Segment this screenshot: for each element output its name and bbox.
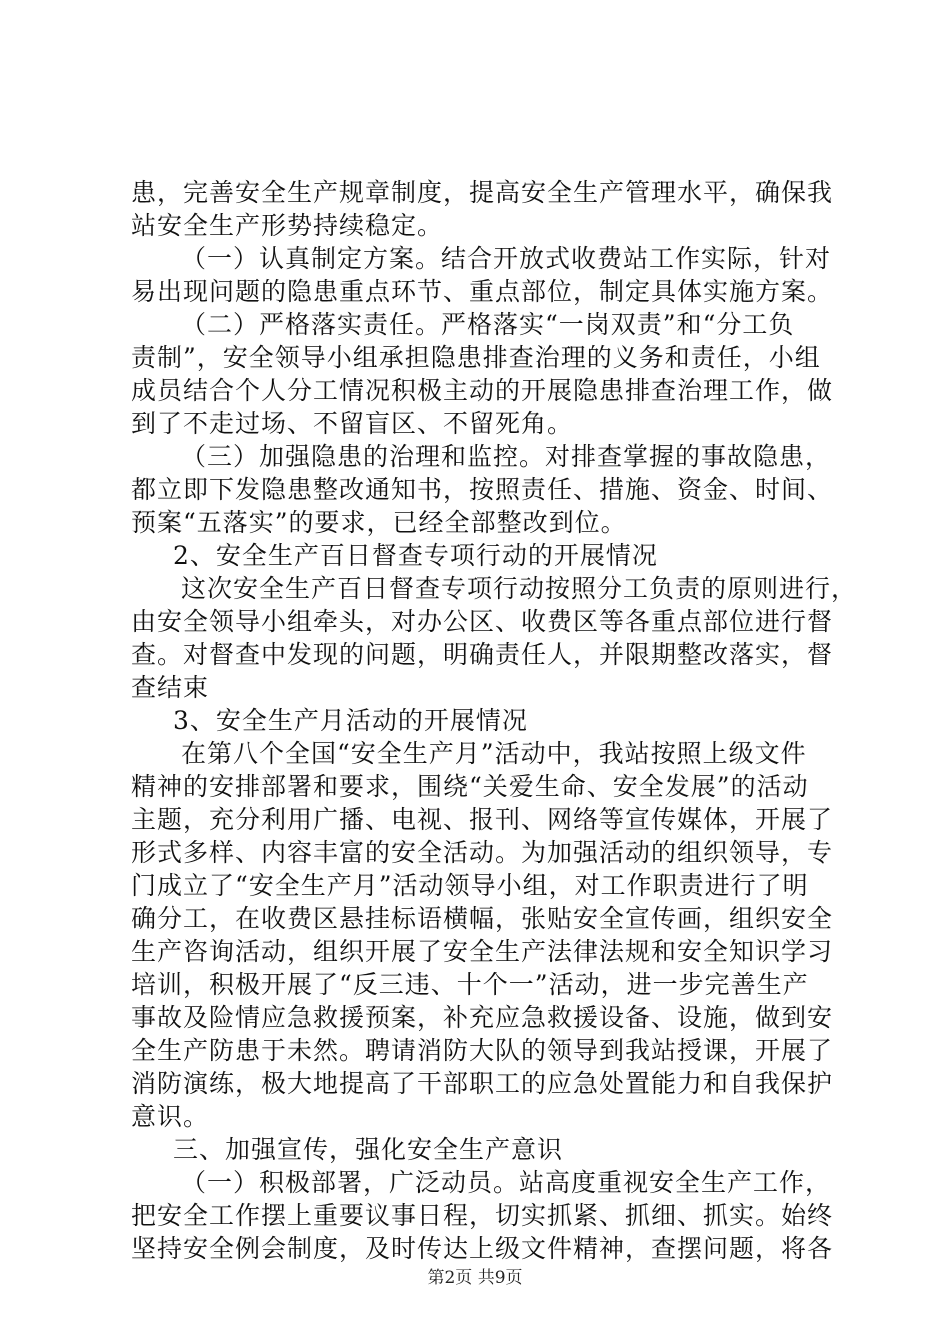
text-line: 生产咨询活动，组织开展了安全生产法律法规和安全知识学习 [131, 937, 834, 966]
text-line: 患，完善安全生产规章制度，提高安全生产管理水平，确保我 [131, 178, 834, 207]
text-line: 易出现问题的隐患重点环节、重点部位，制定具体实施方案。 [131, 277, 834, 306]
text-line: 查结束 [131, 673, 210, 702]
text-line: 责制”，安全领导小组承担隐患排查治理的义务和责任，小组 [131, 343, 821, 372]
text-line: 站安全生产形势持续稳定。 [131, 211, 444, 240]
text-line: （三）加强隐患的治理和监控。对排查掌握的事故隐患， [181, 442, 832, 471]
text-line: 门成立了“安全生产月”活动领导小组，对工作职责进行了明 [131, 871, 809, 900]
text-line: 消防演练，极大地提高了干部职工的应急处置能力和自我保护 [131, 1069, 834, 1098]
text-line: 这次安全生产百日督查专项行动按照分工负责的原则进行， [181, 574, 858, 603]
text-line: （一）认真制定方案。结合开放式收费站工作实际，针对 [181, 244, 832, 273]
text-line: 主题，充分利用广播、电视、报刊、网络等宣传媒体，开展了 [131, 805, 834, 834]
document-body [131, 176, 858, 1265]
text-line: 事故及险情应急救援预案，补充应急救援设备、设施，做到安 [131, 1003, 834, 1032]
section-heading: 三、加强宣传，强化安全生产意识 [173, 1135, 564, 1164]
text-line: 把安全工作摆上重要议事日程，切实抓紧、抓细、抓实。始终 [131, 1201, 834, 1230]
text-line: （一）积极部署，广泛动员。站高度重视安全生产工作， [181, 1168, 832, 1197]
text-line: 查。对督查中发现的问题，明确责任人，并限期整改落实，督 [131, 640, 834, 669]
text-line: 由安全领导小组牵头，对办公区、收费区等各重点部位进行督 [131, 607, 834, 636]
text-line: 培训，积极开展了“反三违、十个一”活动，进一步完善生产 [131, 970, 809, 999]
section-heading: 3、安全生产月活动的开展情况 [173, 706, 528, 735]
text-line: （二）严格落实责任。严格落实“一岗双责”和“分工负 [181, 310, 795, 339]
text-line: 形式多样、内容丰富的安全活动。为加强活动的组织领导，专 [131, 838, 834, 867]
text-line: 预案“五落实”的要求，已经全部整改到位。 [131, 508, 627, 537]
text-line: 成员结合个人分工情况积极主动的开展隐患排查治理工作，做 [131, 376, 834, 405]
text-line: 到了不走过场、不留盲区、不留死角。 [131, 409, 574, 438]
section-heading: 2、安全生产百日督查专项行动的开展情况 [173, 541, 658, 570]
page-number-footer: 第2页 共9页 [427, 1268, 523, 1288]
text-line: 都立即下发隐患整改通知书，按照责任、措施、资金、时间、 [131, 475, 834, 504]
text-line: 确分工，在收费区悬挂标语横幅，张贴安全宣传画，组织安全 [131, 904, 834, 933]
text-line: 坚持安全例会制度，及时传达上级文件精神，查摆问题，将各 [131, 1234, 834, 1263]
text-line: 精神的安排部署和要求，围绕“关爱生命、安全发展”的活动 [131, 772, 809, 801]
text-line: 在第八个全国“安全生产月”活动中，我站按照上级文件 [181, 739, 807, 768]
text-line: 全生产防患于未然。聘请消防大队的领导到我站授课，开展了 [131, 1036, 834, 1065]
text-line: 意识。 [131, 1102, 210, 1131]
